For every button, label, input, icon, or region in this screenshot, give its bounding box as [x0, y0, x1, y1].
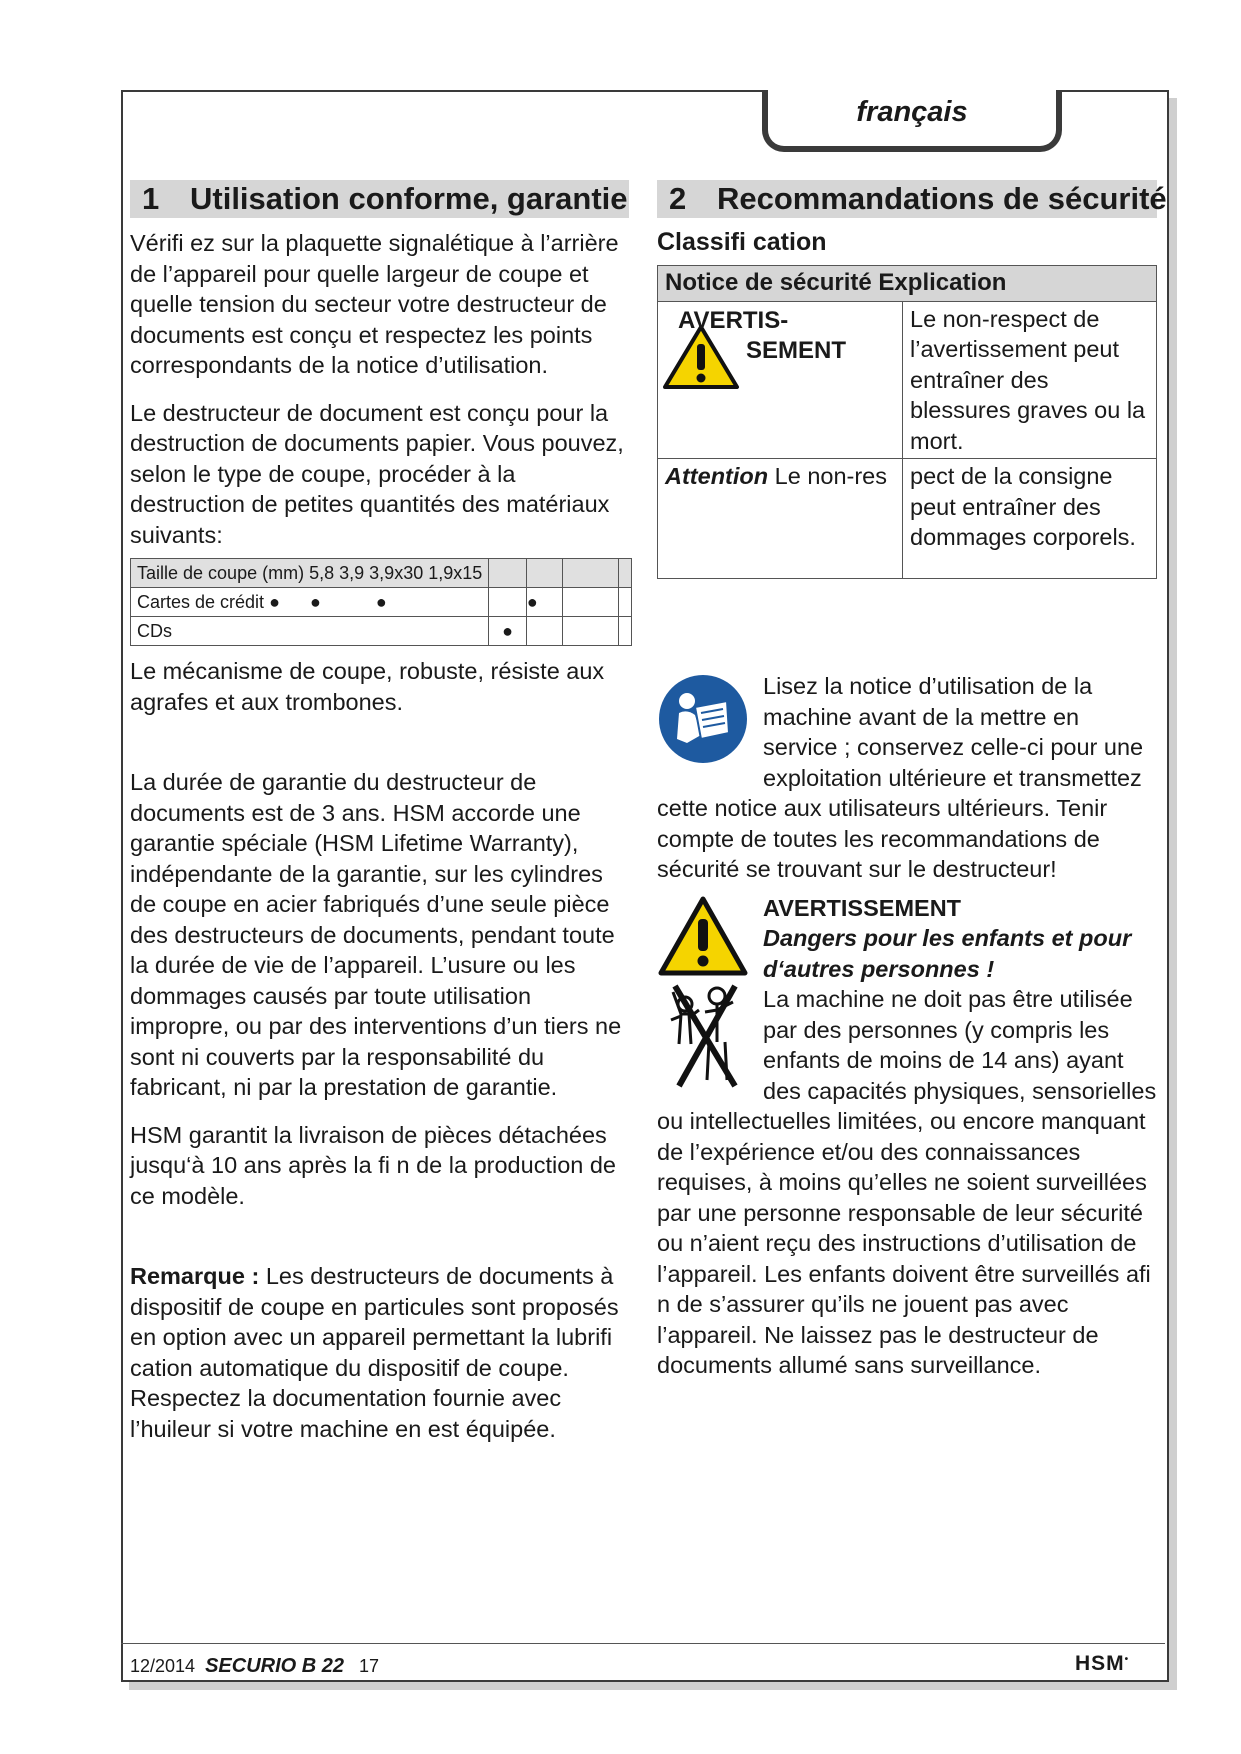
- attention-explanation: pect de la consigne peut entraîner des dommages corporels.: [903, 459, 1157, 579]
- attention-label: Attention: [665, 463, 769, 489]
- attention-text-start: Le non-res: [774, 463, 888, 489]
- remark-paragraph: [130, 1261, 632, 1444]
- section-2-title: Recommandations de sécurité: [717, 181, 1167, 216]
- warning-label-line-1: AVERTIS-: [678, 306, 789, 334]
- cut-size-19x15: 1,9x15: [428, 562, 483, 583]
- children-warning-block: [657, 893, 1157, 1381]
- safety-table-header: [658, 266, 1157, 302]
- cut-size-label: Taille de coupe (mm): [137, 562, 305, 583]
- footer-divider: [121, 1643, 1165, 1644]
- spare-parts-paragraph: HSM garantit la livraison de pièces détachées jusqu‘à 10 ans après la fi n de la production de ce modèle.: [130, 1121, 616, 1209]
- language-tab: [762, 90, 1062, 152]
- intro-paragraph: Vérifi ez sur la plaquette signalétique à l’arrière de l’appareil pour quelle largeur de coupe et quelle tension du secteur votre destructeur de documents est conçu et respectez les points correspondants de la notice d’utilisation.: [130, 230, 619, 378]
- row-label-cds: CDs: [137, 620, 172, 641]
- cut-size-table: [130, 558, 632, 646]
- footer-model: SECURIO B 22: [205, 1655, 345, 1677]
- mark: ●: [526, 591, 538, 612]
- warning-explanation: Le non-respect de l’avertissement peut entraîner des blessures graves ou la mort.: [903, 301, 1157, 459]
- warranty-paragraph: La durée de garantie du destructeur de documents est de 3 ans. HSM accorde une garantie spéciale (HSM Lifetime Warranty), indépendante de la garantie, sur les cylindres de coupe en acier fabriqués d’une seule pièce des destructeurs de documents, pendant toute la durée de vie de l’appareil. L’usure ou les dommages causés par toute utilisation impropre, ou par des interventions d’un tiers ne sont ni couverts par la responsabilité du fabricant, ni par la prestation de garantie.: [130, 769, 622, 1100]
- warning-label: [678, 306, 846, 366]
- table-row: [131, 588, 632, 617]
- section-2-heading: [657, 180, 1167, 218]
- table-row: [658, 301, 1157, 459]
- safety-classification-table: [657, 265, 1157, 579]
- mark: ●: [502, 620, 514, 641]
- warning-icons: [657, 895, 749, 1097]
- footer-page-number: 17: [359, 1656, 380, 1676]
- footer-info: [130, 1655, 379, 1678]
- header-notice: Notice de sécurité: [665, 269, 872, 296]
- warning-heading: AVERTISSEMENT: [763, 894, 962, 921]
- header-explication: Explication: [878, 269, 1007, 296]
- remark-label: Remarque :: [130, 1263, 260, 1289]
- no-children-icon: [657, 982, 749, 1092]
- language-label: français: [856, 96, 968, 128]
- section-1-heading: [130, 180, 629, 218]
- footer-date: 12/2014: [130, 1656, 196, 1676]
- mark: ●: [375, 591, 387, 612]
- warning-subtitle: Dangers pour les enfants et pour d‘autres personnes !: [763, 925, 1132, 982]
- read-manual-text: Lisez la notice d’utilisation de la machine avant de la mettre en service ; conservez celle-ci pour une exploitation ultérieure et transmettez cette notice aux utilisateurs ultérieurs. Tenir compte de toutes les recommandations de sécurité se trouvant sur le destructeur!: [657, 673, 1144, 882]
- warning-label-line-2: SEMENT: [746, 336, 847, 364]
- cut-table-header-row: [131, 559, 632, 588]
- warning-triangle-icon: [657, 895, 749, 977]
- table-row: [658, 459, 1157, 579]
- mark: ●: [309, 591, 321, 612]
- classification-heading: Classifi cation: [657, 228, 827, 256]
- hsm-logo: HSM•: [1075, 1652, 1130, 1675]
- warning-body: La machine ne doit pas être utilisée par des personnes (y compris les enfants de moins de 14 ans) ayant des capacités physiques, sensorielles ou intellectuelles limitées, ou encore manquant de l’expérience et/ou des connaissances requises, à moins qu’elles ne soient surveillées par une personne responsable de leur sécurité ou n’aient reçu des instructions d’utilisation de l’appareil. Les enfants doivent être surveillés afi n de s’assurer qu’ils ne jouent pas avec l’appareil. Ne laissez pas le destructeur de documents allumé sans surveillance.: [657, 986, 1157, 1378]
- table-row: [131, 617, 632, 646]
- cut-size-39x30: 3,9x30: [369, 562, 424, 583]
- left-column: [130, 228, 632, 1444]
- read-manual-icon: [657, 673, 749, 765]
- purpose-paragraph: Le destructeur de document est conçu pour la destruction de documents papier. Vous pouvez, selon le type de coupe, procéder à la destruction de petites quantités des matériaux suivants:: [130, 399, 624, 548]
- section-1-number: 1: [142, 181, 160, 216]
- mechanism-paragraph: Le mécanisme de coupe, robuste, résiste aux agrafes et aux trombones.: [130, 658, 605, 715]
- right-column: [657, 228, 1157, 1381]
- row-label-credit-cards: Cartes de crédit: [137, 591, 265, 612]
- section-2-number: 2: [669, 181, 687, 216]
- mark: ●: [269, 591, 280, 612]
- section-1-title: Utilisation conforme, garantie: [190, 181, 628, 216]
- remark-text: Les destructeurs de documents à dispositif de coupe en particules sont proposés en option avec un appareil permettant la lubrifi cation automatique du dispositif de coupe. Respectez la documentation fournie avec l’huileur si votre machine en est équipée.: [130, 1263, 619, 1442]
- read-manual-block: [657, 671, 1157, 885]
- brand-name: HSM: [1075, 1652, 1125, 1675]
- cut-size-39: 3,9: [339, 562, 365, 583]
- cut-size-58: 5,8: [309, 562, 335, 583]
